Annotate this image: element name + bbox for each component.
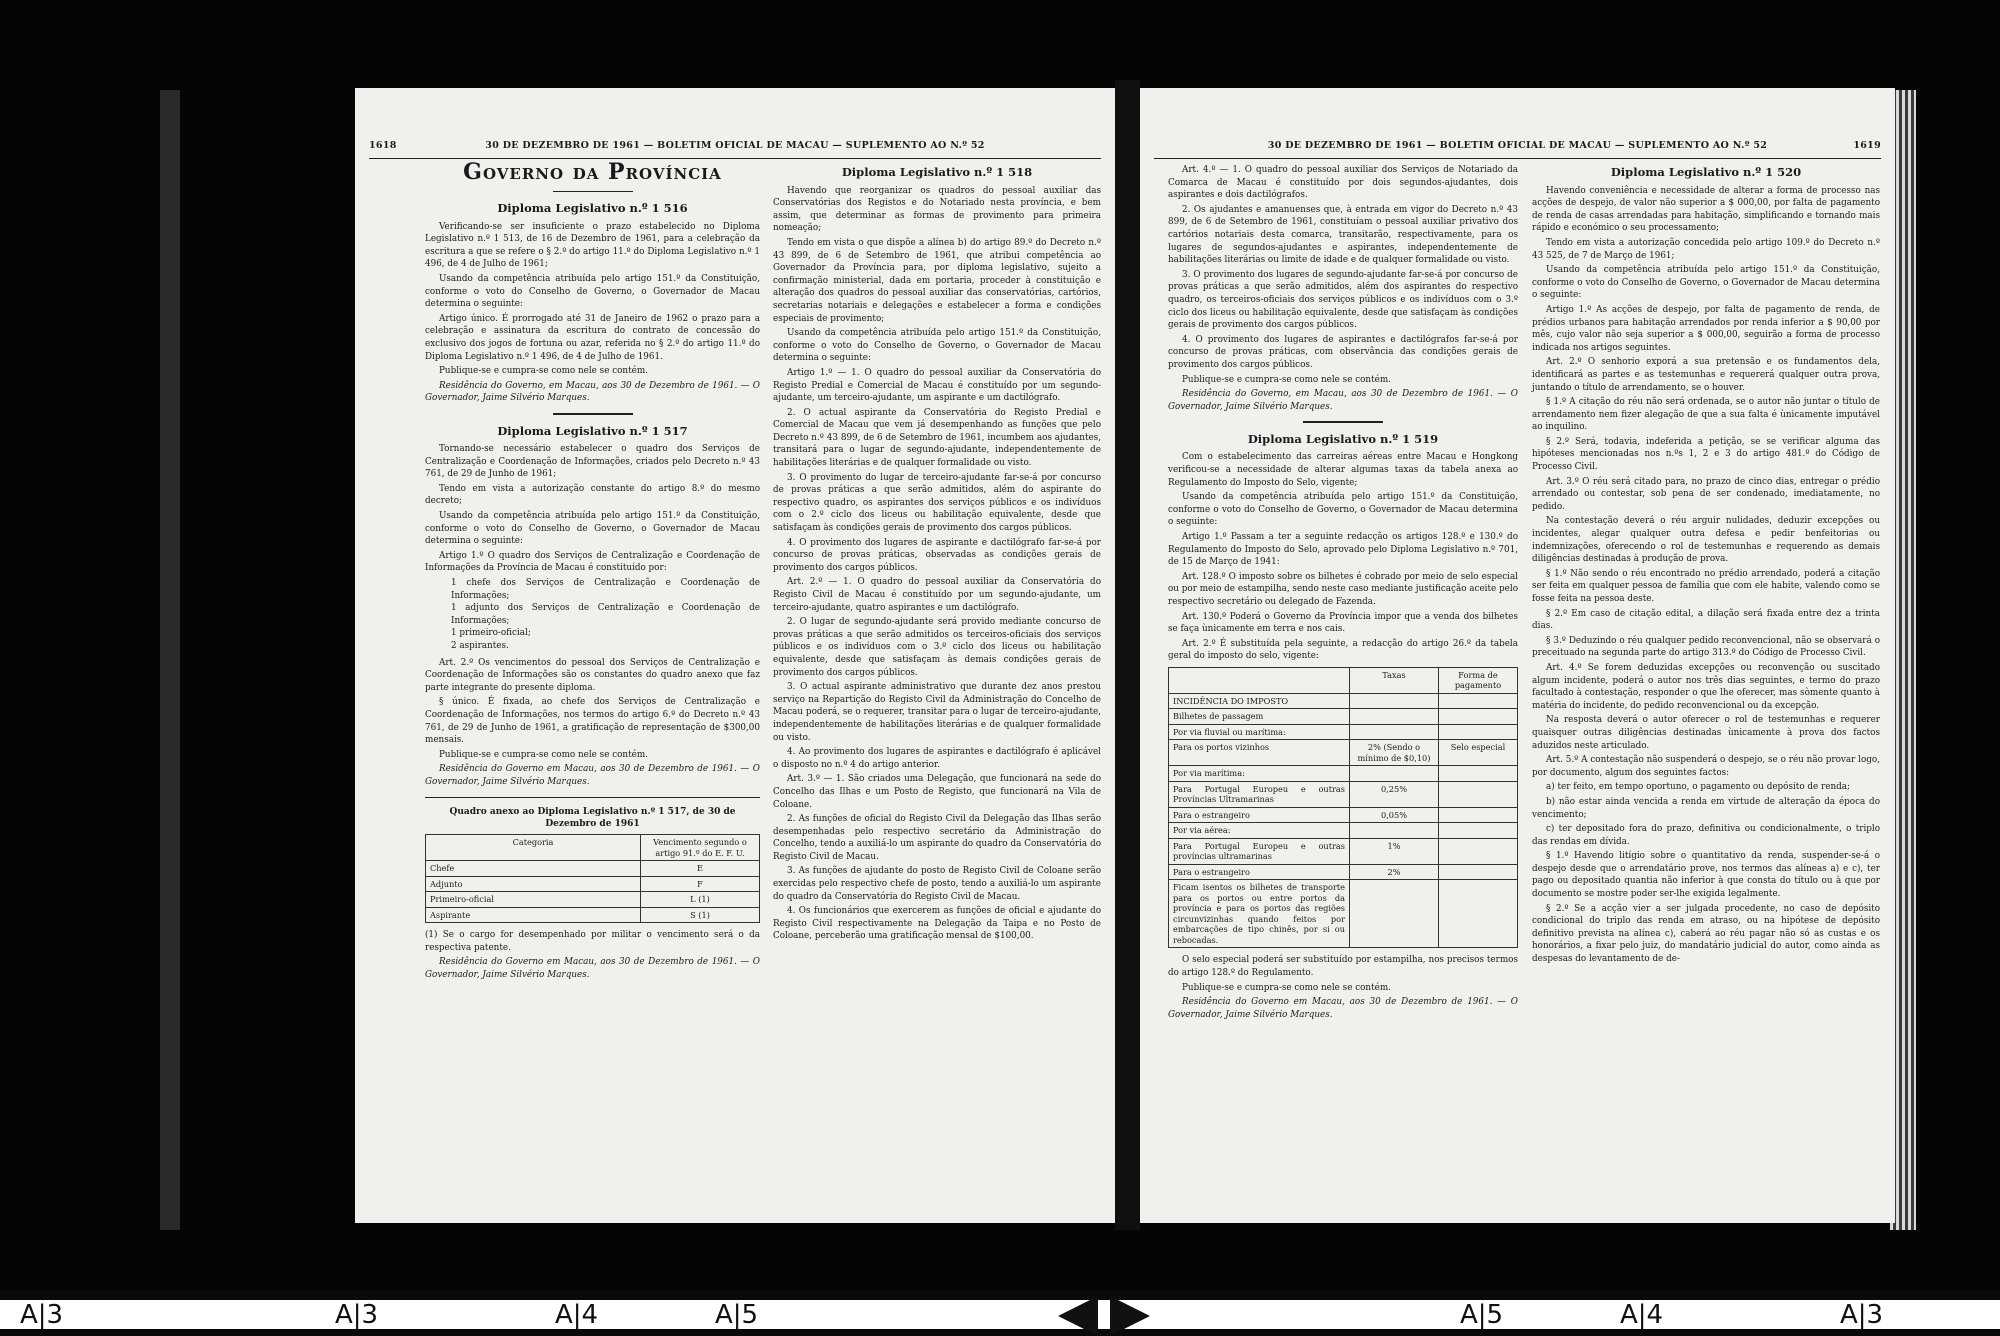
paragraph: § 1.º A citação do réu não será ordenada, se o autor não juntar o título de arrendamento nem fizer alegação de que a sua falta é ùnicamente imputável ao inquilino.: [1532, 397, 1880, 433]
arrow-left-icon: [1058, 1296, 1098, 1336]
diploma-1519-title: Diploma Legislativo n.º 1 519: [1247, 431, 1439, 446]
table-cell: 0,05%: [1350, 807, 1439, 823]
table-cell: Para os portos vizinhos: [1169, 740, 1350, 766]
divider: [1303, 421, 1383, 423]
table-cell: Por via aérea:: [1169, 823, 1350, 839]
table-row: [1169, 740, 1518, 766]
paragraph: 3. O provimento do lugar de terceiro-ajudante far-se-á por concurso de provas práticas a que serão admitidos, além do aspirante do respectivo quadro, os aspirantes dos serviços públicos e os indivíduos com o 2.º ciclo dos liceus ou habilitação equivalente, desde que satisfaçam às condições gerais de provimento dos cargos públicos.: [773, 472, 1101, 534]
paragraph: Art. 3.º O réu será citado para, no prazo de cinco dias, entregar o prédio arrendado ou contestar, sob pena de ser condenado, imediatamente, no pedido.: [1532, 476, 1880, 512]
paragraph: Usando da competência atribuída pelo artigo 151.º da Constituição, conforme o voto do Conselho de Governo, o Governador de Macau determina o seguinte:: [773, 328, 1101, 364]
paragraph: Publique-se e cumpra-se como nele se contém.: [439, 366, 648, 377]
table-cell: Para Portugal Europeu e outras províncias ultramarinas: [1169, 838, 1350, 864]
paragraph: § 3.º Deduzindo o réu qualquer pedido reconvencional, não se observará o preceituado na segunda parte do artigo 313.º do Código de Processo Civil.: [1532, 635, 1880, 659]
left-column-1: [425, 159, 760, 983]
paragraph: Com o estabelecimento das carreiras aéreas entre Macau e Hongkong verificou-se a necessidade de alterar algumas taxas da tabela anexa ao Regulamento do Imposto do Selo, vigente;: [1168, 452, 1518, 488]
paragraph: Art. 3.º — 1. São criados uma Delegação, que funcionará na sede do Concelho das Ilhas e um Posto de Registo, que funcionará na Vila de Coloane.: [773, 774, 1101, 810]
table-cell: [1350, 823, 1439, 839]
divider: [425, 797, 760, 799]
paragraph: 3. As funções de ajudante do posto de Registo Civil de Coloane serão exercidas pelo respectivo chefe de posto, tendo a auxiliá-lo um aspirante do quadro da Conservatória do Registo Civil de Macau.: [773, 866, 1101, 902]
diploma-1518-title: Diploma Legislativo n.º 1 518: [841, 165, 1033, 179]
focus-target: A|4: [555, 1300, 599, 1330]
table-cell: Chefe: [426, 861, 641, 877]
focus-target: A|3: [1840, 1300, 1884, 1330]
annex-table: [425, 834, 760, 923]
list-item: 1 adjunto dos Serviços de Centralização e Coordenação de Informações;: [451, 603, 760, 626]
signature-line: Residência do Governo em Macau, aos 30 de Dezembro de 1961. — O Governador, Jaime Silvério Marques.: [425, 764, 760, 787]
table-cell: [1350, 724, 1439, 740]
paragraph: Art. 2.º O senhorio exporá a sua pretensão e os fundamentos dela, identificará as partes e as testemunhas e requererá qualquer outra prova, juntando o título de arrendamento, se o houver.: [1532, 357, 1880, 393]
table-row: [426, 907, 760, 923]
table-cell: [1439, 864, 1518, 880]
signature-line: Residência do Governo em Macau, aos 30 de Dezembro de 1961. — O Governador, Jaime Silvério Marques.: [1168, 997, 1518, 1020]
table-cell: Para o estrangeiro: [1169, 807, 1350, 823]
table-cell: Aspirante: [426, 907, 641, 923]
paragraph: a) ter feito, em tempo oportuno, o pagamento ou depósito de renda;: [1546, 782, 1850, 793]
table-cell: [1350, 709, 1439, 725]
paragraph: 4. O provimento dos lugares de aspirante e dactilógrafo far-se-á por concurso de provas práticas, observadas as condições gerais de provimento dos cargos públicos.: [773, 537, 1101, 573]
paragraph: Usando da competência atribuída pelo artigo 151.º da Constituição, conforme o voto do Conselho de Governo, o Governador de Macau determina o seguinte:: [425, 274, 760, 310]
list-item: 2 aspirantes.: [451, 641, 509, 651]
paragraph: Usando da competência atribuída pelo artigo 151.º da Constituição, conforme o voto do Conselho de Governo, o Governador de Macau determina o seguinte:: [1532, 265, 1880, 301]
table-cell: 1%: [1350, 838, 1439, 864]
page-number: 1619: [1853, 140, 1881, 151]
arrow-right-icon: [1110, 1296, 1150, 1336]
focus-target: A|3: [335, 1300, 379, 1330]
table-header: Forma de pagamento: [1439, 667, 1518, 693]
paragraph: 2. Os ajudantes e amanuenses que, à entrada em vigor do Decreto n.º 43 899, de 6 de Setembro de 1961, constituíam o pessoal auxiliar privativo dos cartórios notariais desta comarca, transitarão, respectivamente, para os lugares de segundos-ajudantes e aspirantes, independentemente de habilitações literárias ou limite de idade e de qualquer formalidade ou visto.: [1168, 204, 1518, 266]
table-row: [1169, 807, 1518, 823]
paragraph: Publique-se e cumpra-se como nele se contém.: [439, 749, 648, 760]
list-item: 1 chefe dos Serviços de Centralização e Coordenação de Informações;: [451, 578, 760, 601]
table-header: [1169, 667, 1350, 693]
paragraph: § único. É fixada, ao chefe dos Serviços de Centralização e Coordenação de Informações, nos termos do artigo 6.º do Decreto n.º 43 761, de 29 de Junho de 1961, a gratificação de representação de $300,00 mensais.: [425, 697, 760, 746]
paragraph: Na contestação deverá o réu arguir nulidades, deduzir excepções ou incidentes, alegar qualquer outra defesa e pedir benfeitorias ou indemnizações, oferecendo o rol de testemunhas e requerendo as demais diligências destinadas à produção de prova.: [1532, 516, 1880, 565]
table-cell: 2% (Sendo o mínimo de $0,10): [1350, 740, 1439, 766]
paragraph: 3. O provimento dos lugares de segundo-ajudante far-se-á por concurso de provas práticas a que serão admitidos, além dos aspirantes do respectivo quadro, os terceiros-oficiais dos serviços públicos e os indivíduos com o 3.º ciclo dos liceus ou habilitação equivalente, desde que satisfaçam às condições gerais de provimento dos cargos públicos.: [1168, 269, 1518, 331]
paragraph: Art. 2.º É substituída pela seguinte, a redacção do artigo 26.º da tabela geral do imposto do selo, vigente:: [1168, 638, 1518, 662]
paragraph: 3. O actual aspirante administrativo que durante dez anos prestou serviço na Repartição do Registo Civil da Administração do Concelho de Macau poderá, se o requerer, transitar para o lugar de terceiro-ajudante, independentemente de habilitações literárias e de qualquer formalidade ou visto.: [773, 682, 1101, 743]
paragraph: Publique-se e cumpra-se como nele se contém.: [1182, 374, 1391, 385]
table-cell: E: [641, 861, 760, 877]
table-row: [1169, 781, 1518, 807]
table-cell: Primeiro-oficial: [426, 892, 641, 908]
paragraph: § 2.º Se a acção vier a ser julgada procedente, no caso de depósito condicional do triplo das renda em atraso, ou na hipótese de depósito definitivo prevista na alínea c), caberá ao réu pagar não só as custas e os honorários, a fixar pelo juiz, do mandatário judicial do autor, como ainda as despesas do levantamento de de-: [1532, 903, 1880, 965]
paragraph: 2. As funções de oficial do Registo Civil da Delegação das Ilhas serão desempenhadas pelo respectivo secretário da Administração do Concelho, tendo a auxiliá-lo um aspirante do quadro da Conservatória do Registo Civil de Macau.: [773, 814, 1101, 862]
table-cell: 0,25%: [1350, 781, 1439, 807]
table-cell: 2%: [1350, 864, 1439, 880]
left-page: [355, 88, 1115, 1223]
table-header-row: [426, 835, 760, 861]
table-cell: Por via marítima:: [1169, 766, 1350, 782]
table-row: [1169, 823, 1518, 839]
table-cell: F: [641, 876, 760, 892]
paragraph: b) não estar ainda vencida a renda em virtude de alteração da época do vencimento;: [1532, 796, 1880, 820]
paragraph: Art. 5.º A contestação não suspenderá o despejo, se o réu não provar logo, por documento, algum dos seguintes factos:: [1532, 755, 1880, 778]
table-row: [1169, 864, 1518, 880]
divider: [553, 413, 633, 415]
left-column-2: [773, 164, 1101, 945]
table-note: (1) Se o cargo for desempenhado por militar o vencimento será o da respectiva patente.: [425, 930, 760, 953]
paragraph: 2. O lugar de segundo-ajudante será provido mediante concurso de provas práticas a que serão admitidos os terceiros-oficiais dos serviços públicos e os indivíduos com o 3.º ciclo dos liceus ou habilitação equivalente, desde que satisfaçam às demais condições gerais de provimento dos cargos públicos.: [773, 617, 1101, 678]
annex-table-title: Quadro anexo ao Diploma Legislativo n.º 1 517, de 30 de Dezembro de 1961: [449, 807, 736, 830]
table-row: [1169, 724, 1518, 740]
table-row: [1169, 709, 1518, 725]
paragraph: 4. Ao provimento dos lugares de aspirantes e dactilógrafo é aplicável o disposto no n.º 4 do artigo anterior.: [773, 747, 1101, 770]
paragraph: O selo especial poderá ser substituído por estampilha, nos precisos termos do artigo 128.º do Regulamento.: [1168, 955, 1518, 978]
table-header-row: [1169, 667, 1518, 693]
table-cell: Por via fluvial ou marítima:: [1169, 724, 1350, 740]
signature-line: Residência do Governo, em Macau, aos 30 de Dezembro de 1961. — O Governador, Jaime Silvério Marques.: [1168, 389, 1518, 412]
focus-target-strip: [0, 1300, 2000, 1329]
paragraph: 2. O actual aspirante da Conservatória do Registo Predial e Comercial de Macau que vem já desempenhando as funções que pelo Decreto n.º 43 899, de 6 de Setembro de 1961, incumbem aos ajudantes, transitará para o lugar de segundo-ajudante, independentemente de habilitações literárias e de qualquer formalidade ou visto.: [773, 407, 1101, 469]
paragraph: § 2.º Em caso de citação edital, a dilação será fixada entre dez a trinta dias.: [1532, 608, 1880, 632]
diploma-1516-title: Diploma Legislativo n.º 1 516: [497, 201, 688, 216]
paragraph: 4. O provimento dos lugares de aspirantes e dactilógrafos far-se-á por concurso de provas práticas, com observância das condições gerais de provimento dos cargos públicos.: [1168, 334, 1518, 370]
table-cell: [1439, 823, 1518, 839]
table-row: [426, 861, 760, 877]
paragraph: Artigo único. É prorrogado até 31 de Janeiro de 1962 o prazo para a celebração e assinatura da escritura do contrato de concessão do exclusivo dos jogos de fortuna ou azar, referida no § 2.º do artigo 11.º do Diploma Legislativo n.º 1 496, de 4 de Julho de 1961.: [425, 313, 760, 362]
table-cell: [1350, 693, 1439, 709]
paragraph: Art. 4.º — 1. O quadro do pessoal auxiliar dos Serviços de Notariado da Comarca de Macau é constituído por dois segundos-ajudantes, dois aspirantes e dois dactilógrafos.: [1168, 165, 1518, 201]
paragraph: Art. 130.º Poderá o Governo da Província impor que a venda dos bilhetes se faça ùnicamente em terra e nos cais.: [1168, 611, 1518, 635]
staff-list: [425, 577, 760, 653]
paragraph: Havendo que reorganizar os quadros do pessoal auxiliar das Conservatórias dos Registos e do Notariado nesta província, e bem assim, que determinar as formas de provimento para primeira nomeação;: [773, 185, 1101, 234]
table-cell: [1439, 709, 1518, 725]
paragraph: Verificando-se ser insuficiente o prazo estabelecido no Diploma Legislativo n.º 1 513, de 16 de Dezembro de 1961, para a celebração da escritura a que se refere o § 2.º do artigo 11.º do Diploma Legislativo n.º 1 496, de 4 de Julho de 1961;: [425, 221, 760, 270]
table-cell: INCIDÊNCIA DO IMPOSTO: [1169, 693, 1350, 709]
focus-target: A|4: [1620, 1300, 1664, 1330]
paragraph: Artigo 1.º Passam a ter a seguinte redacção os artigos 128.º e 130.º do Regulamento do Imposto do Selo, aprovado pelo Diploma Legislativo n.º 701, de 15 de Março de 1941:: [1168, 531, 1518, 568]
table-header: Taxas: [1350, 667, 1439, 693]
paragraph: Na resposta deverá o autor oferecer o rol de testemunhas e requerer quaisquer outras diligências destinadas ùnicamente à prova dos factos aduzidos neste articulado.: [1532, 715, 1880, 751]
table-cell: [1439, 781, 1518, 807]
table-cell: Para Portugal Europeu e outras Províncias Ultramarinas: [1169, 781, 1350, 807]
focus-target: A|5: [1460, 1300, 1504, 1330]
right-column-2: [1532, 164, 1880, 968]
table-cell: [1350, 880, 1439, 948]
right-column-1: [1168, 164, 1518, 1023]
focus-target: A|5: [715, 1300, 759, 1330]
table-header: Vencimento segundo o artigo 91.º do E. F. U.: [641, 835, 760, 861]
paragraph: § 1.º Não sendo o réu encontrado no prédio arrendado, poderá a citação ser feita em qualquer pessoa de família que com ele habite, valendo como se fosse feita na pessoa deste.: [1532, 568, 1880, 604]
paragraph: Tendo em vista o que dispõe a alínea b) do artigo 89.º do Decreto n.º 43 899, de 6 de Setembro de 1961, que atribui competência ao Governador da Província para, por diploma legislativo, sujeito a confirmação ministerial, dada em portaria, proceder à constituição e alteração dos quadros do pessoal auxiliar das conservatórias, cartórios, secretarias notariais e delegações e estabelecer a forma e condições especiais de provimento;: [773, 237, 1101, 324]
table-cell: [1439, 693, 1518, 709]
page-number: 1618: [369, 140, 397, 151]
paragraph: Tornando-se necessário estabelecer o quadro dos Serviços de Centralização e Coordenação de Informações, criados pelo Decreto n.º 43 761, de 29 de Junho de 1961;: [425, 444, 760, 480]
section-title: Governo da Província: [463, 159, 722, 185]
paragraph: Tendo em vista a autorização constante do artigo 8.º do mesmo decreto;: [425, 483, 760, 507]
signature-line: Residência do Governo, em Macau, aos 30 de Dezembro de 1961. — O Governador, Jaime Silvério Marques.: [425, 380, 760, 404]
paragraph: Publique-se e cumpra-se como nele se contém.: [1182, 982, 1391, 993]
table-header: Categoria: [426, 835, 641, 861]
table-row: [426, 876, 760, 892]
binder-edge-left: [160, 90, 180, 1230]
paragraph: Tendo em vista a autorização concedida pelo artigo 109.º do Decreto n.º 43 525, de 7 de Março de 1961;: [1532, 237, 1880, 261]
right-running-head: [1154, 140, 1881, 159]
paragraph: Artigo 1.º — 1. O quadro do pessoal auxiliar da Conservatória do Registo Predial e Comercial de Macau é constituído por um segundo-ajudante, um terceiro-ajudante, um aspirante e um dactilógrafo.: [773, 367, 1101, 404]
paragraph: § 2.º Será, todavia, indeferida a petição, se se verificar alguma das hipóteses mencionadas nos n.ºs 1, 2 e 3 do artigo 481.º do Código de Processo Civil.: [1532, 436, 1880, 473]
paragraph: 4. Os funcionários que exercerem as funções de oficial e ajudante do Registo Civil respectivamente na Delegação da Taipa e no Posto de Coloane, perceberão uma gratificação mensal de $100,00.: [773, 906, 1101, 942]
table-cell: L (1): [641, 892, 760, 908]
paragraph: c) ter depositado fora do prazo, definitiva ou condicionalmente, o triplo das rendas em dívida.: [1532, 824, 1880, 847]
running-head-text: 30 DE DEZEMBRO DE 1961 — BOLETIM OFICIAL DE MACAU — SUPLEMENTO AO N.º 52: [1267, 140, 1768, 151]
table-cell: [1439, 880, 1518, 948]
table-cell: Ficam isentos os bilhetes de transporte para os portos ou entre portos da província e para os portos das regiões circunvizinhas quando feitos por embarcações de tipo chinês, por si ou rebocadas.: [1169, 880, 1350, 948]
running-head-text: 30 DE DEZEMBRO DE 1961 — BOLETIM OFICIAL DE MACAU — SUPLEMENTO AO N.º 52: [485, 140, 985, 151]
paragraph: Artigo 1.º As acções de despejo, por falta de pagamento de renda, de prédios urbanos para habitação arrendados por renda inferior a $ 90,00 por mês, cujo valor não seja superior a $ 000,00, seguirão a forma de processo indicada nos artigos seguintes.: [1532, 304, 1880, 353]
table-cell: [1439, 766, 1518, 782]
paragraph: Usando da competência atribuída pelo artigo 151.º da Constituição, conforme o voto do Conselho de Governo, o Governador de Macau determina o seguinte:: [425, 511, 760, 547]
paragraph: Artigo 1.º O quadro dos Serviços de Centralização e Coordenação de Informações da Província de Macau é constituído por:: [425, 550, 760, 574]
signature-line: Residência do Governo em Macau, aos 30 de Dezembro de 1961. — O Governador, Jaime Silvério Marques.: [425, 957, 760, 980]
table-row: [1169, 838, 1518, 864]
table-cell: S (1): [641, 907, 760, 923]
list-item: 1 primeiro-oficial;: [451, 628, 531, 639]
paragraph: § 1.º Havendo litígio sobre o quantitativo da renda, suspender-se-á o despejo desde que o arrendatário prove, nos termos das alíneas a) e c), ter pago ou depositado quantia não inferior à que consta do título ou à que por documento se mostre poder ser-lhe exigida legalmente.: [1532, 851, 1880, 900]
table-cell: [1439, 724, 1518, 740]
paragraph: Art. 2.º — 1. O quadro do pessoal auxiliar da Conservatória do Registo Civil de Macau é constituído por um segundo-ajudante, um terceiro-ajudante, quatro aspirantes e um dactilógrafo.: [773, 577, 1101, 613]
table-cell: Para o estrangeiro: [1169, 864, 1350, 880]
table-cell: [1439, 807, 1518, 823]
table-cell: [1350, 766, 1439, 782]
diploma-1517-title: Diploma Legislativo n.º 1 517: [497, 423, 688, 438]
paragraph: Art. 4.º Se forem deduzidas excepções ou reconvenção ou suscitado algum incidente, poderá o autor nos três dias seguintes, e termo do prazo facultado à contestação, responder o que lhe oferecer, mas sòmente quanto à matéria do incidente, do pedido reconvencional ou da excepção.: [1532, 662, 1880, 711]
stamp-tax-table: [1168, 667, 1518, 949]
paragraph: Art. 128.º O imposto sobre os bilhetes é cobrado por meio de selo especial ou por meio de estampilha, sendo neste caso mediante justificação aceite pelo respectivo secretário ou delegado de Fazenda.: [1168, 571, 1518, 607]
table-cell: Bilhetes de passagem: [1169, 709, 1350, 725]
table-cell: Selo especial: [1439, 740, 1518, 766]
diploma-1520-title: Diploma Legislativo n.º 1 520: [1610, 165, 1802, 179]
table-row: [1169, 693, 1518, 709]
table-row: [1169, 766, 1518, 782]
book-gutter: [1115, 80, 1140, 1230]
paragraph: Art. 2.º Os vencimentos do pessoal dos Serviços de Centralização e Coordenação de Informações são os constantes do quadro anexo que faz parte integrante do presente diploma.: [425, 657, 760, 693]
paragraph: Havendo conveniência e necessidade de alterar a forma de processo nas acções de despejo, de valor não superior a $ 000,00, por falta de pagamento de renda de casas arrendadas para habitação, simplificando e tornando mais rápido e económico o seu processamento;: [1532, 185, 1880, 234]
focus-target: A|3: [20, 1300, 64, 1330]
paragraph: Usando da competência atribuída pelo artigo 151.º da Constituição, conforme o voto do Conselho de Governo, o Governador de Macau determina o seguinte:: [1168, 492, 1518, 528]
table-row: [1169, 880, 1518, 948]
table-row: [426, 892, 760, 908]
left-running-head: [369, 140, 1101, 159]
title-rule: [553, 191, 633, 193]
right-page: [1140, 88, 1895, 1223]
table-cell: Adjunto: [426, 876, 641, 892]
table-cell: [1439, 838, 1518, 864]
